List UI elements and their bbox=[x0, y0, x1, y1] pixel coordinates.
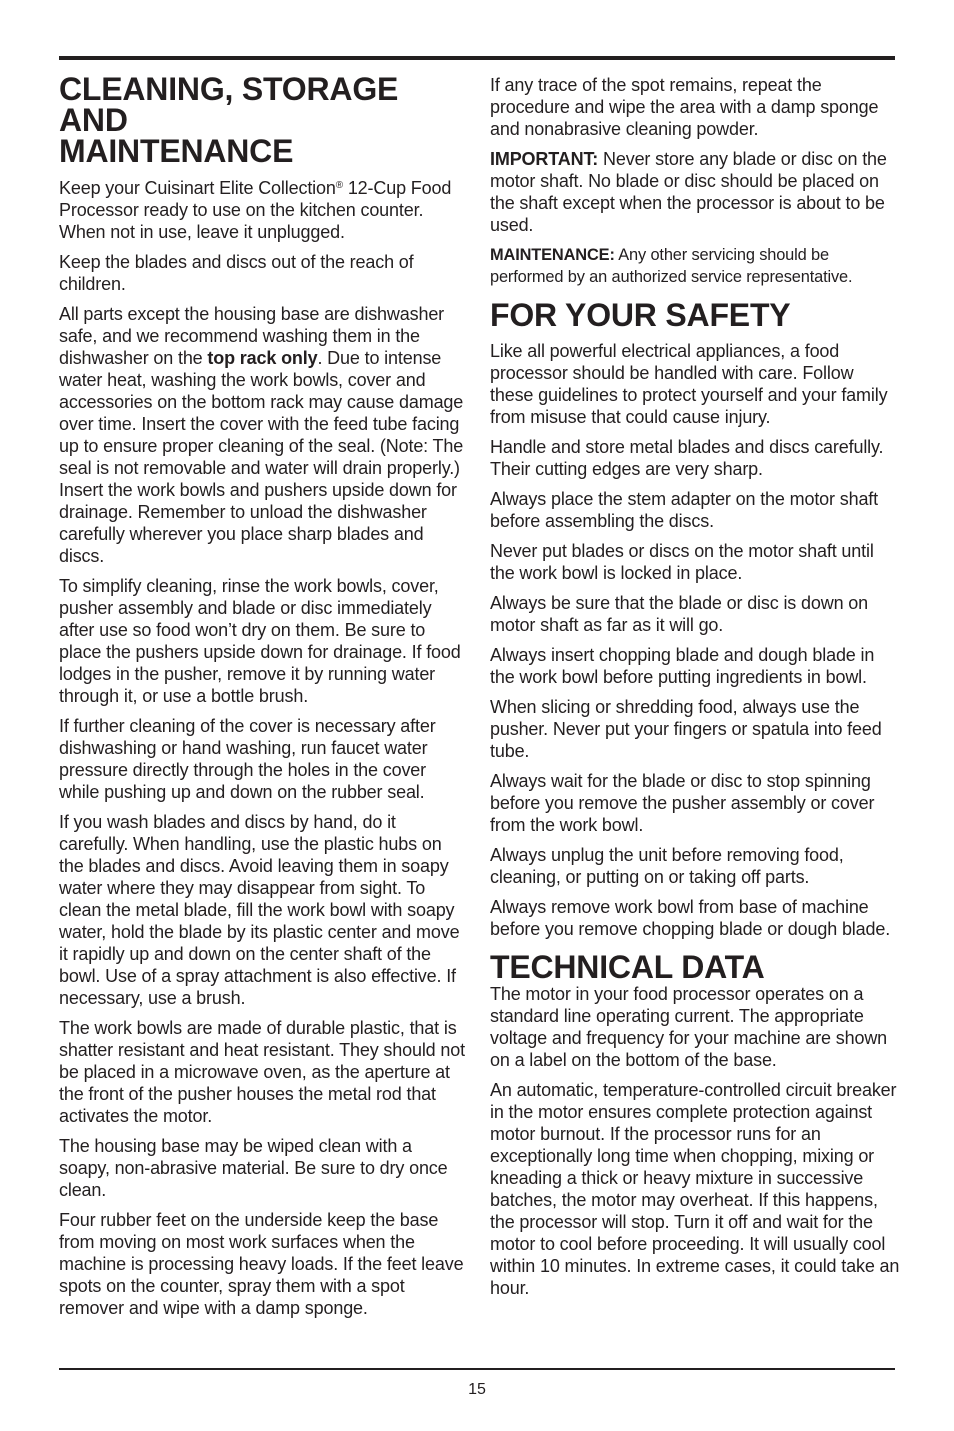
safety-heading: FOR YOUR SAFETY bbox=[490, 297, 791, 333]
safety-item: Always insert chopping blade and dough blade in the work bowl before putting ingredients in bowl. bbox=[490, 645, 875, 687]
important-label: IMPORTANT: bbox=[490, 149, 599, 169]
safety-item: Always place the stem adapter on the motor shaft before assembling the discs. bbox=[490, 489, 879, 531]
maintenance-paragraph bbox=[490, 244, 900, 288]
p1-text-b: 12-Cup Food Processor ready to use on the kitchen counter. When not in use, leave it unplugged. bbox=[59, 178, 452, 242]
cleaning-heading-line1: CLEANING, STORAGE AND bbox=[59, 71, 399, 138]
important-text: Never store any blade or disc on the motor shaft. No blade or disc should be placed on the shaft except when the processor is about to be used. bbox=[490, 149, 887, 235]
safety-item: Always remove work bowl from base of machine before you remove chopping blade or dough blade. bbox=[490, 897, 891, 939]
safety-item: Always unplug the unit before removing food, cleaning, or putting on or taking off parts. bbox=[490, 845, 844, 887]
bottom-rule bbox=[59, 1368, 895, 1370]
cleaning-paragraph-2: Keep the blades and discs out of the reach of children. bbox=[59, 252, 414, 294]
right-column bbox=[490, 74, 900, 1307]
p3-text-a: All parts except the housing base are dishwasher safe, and we recommend washing them in the dishwasher on the bbox=[59, 304, 445, 368]
top-rack-only-emphasis: top rack only bbox=[207, 348, 318, 368]
safety-item: Handle and store metal blades and discs carefully. Their cutting edges are very sharp. bbox=[490, 437, 884, 479]
page-number: 15 bbox=[468, 1381, 486, 1398]
safety-item: Never put blades or discs on the motor shaft until the work bowl is locked in place. bbox=[490, 541, 874, 583]
top-rule bbox=[59, 56, 895, 60]
p3-text-b: . Due to intense water heat, washing the work bowls, cover and accessories on the bottom rack may cause damage over time. Insert the cover with the feed tube facing up to ensure proper cleaning of the seal. (Note: The seal is not removable and water will drain properly.) Insert the work bowls and pushers upside down for drainage. Remember to unload the dishwasher carefully wherever you place sharp blades and discs. bbox=[59, 348, 464, 566]
cleaning-paragraph-7: The work bowls are made of durable plastic, that is shatter resistant and heat resistant. They should not be placed in a microwave oven, as the aperture at the front of the pusher houses the metal rod that activates the motor. bbox=[59, 1018, 465, 1126]
safety-item: Like all powerful electrical appliances, a food processor should be handled with care. Follow these guidelines to protect yourself and your family from misuse that could cause injury. bbox=[490, 341, 888, 427]
maintenance-text: Any other servicing should be performed by an authorized service representative. bbox=[490, 246, 853, 286]
cleaning-heading bbox=[59, 71, 467, 169]
maintenance-label: MAINTENANCE: bbox=[490, 246, 615, 264]
safety-item: Always be sure that the blade or disc is down on motor shaft as far as it will go. bbox=[490, 593, 869, 635]
technical-paragraph-2: An automatic, temperature-controlled circuit breaker in the motor ensures complete protection against motor burnout. If the processor runs for an exceptionally long time when chopping, mixing or kneading a thick or heavy mixture in successive batches, the motor may overheat. If this happens, the processor will stop. Turn it off and wait for the motor to cool before proceeding. It will usually cool within 10 minutes. In extreme cases, it could take an hour. bbox=[490, 1080, 900, 1298]
technical-paragraph-1: The motor in your food processor operates on a standard line operating current. The appropriate voltage and frequency for your machine are shown on a label on the bottom of the base. bbox=[490, 984, 888, 1070]
safety-item: When slicing or shredding food, always use the pusher. Never put your fingers or spatula into feed tube. bbox=[490, 697, 882, 761]
p1-text-a: Keep your Cuisinart Elite Collection bbox=[59, 178, 336, 198]
cleaning-heading-line2: MAINTENANCE bbox=[59, 133, 294, 169]
cleaning-paragraph-5: If further cleaning of the cover is necessary after dishwashing or hand washing, run faucet water pressure directly through the holes in the cover while pushing up and down on the rubber seal. bbox=[59, 716, 436, 802]
technical-heading: TECHNICAL DATA bbox=[490, 949, 765, 985]
cleaning-paragraph-8: The housing base may be wiped clean with a soapy, non-abrasive material. Be sure to dry once clean. bbox=[59, 1136, 448, 1200]
cleaning-paragraph-6: If you wash blades and discs by hand, do it carefully. When handling, use the plastic hubs on the blades and discs. Avoid leaving them in soapy water where they may disappear from sight. To clean the metal blade, fill the work bowl with soapy water, hold the blade by its plastic center and move it rapidly up and down on the center shaft of the bowl. Use of a spray attachment is also effective. If necessary, use a brush. bbox=[59, 812, 460, 1008]
important-paragraph bbox=[490, 148, 900, 236]
cleaning-paragraph-1 bbox=[59, 177, 467, 243]
left-column bbox=[59, 71, 467, 1327]
cleaning-paragraph-9: Four rubber feet on the underside keep the base from moving on most work surfaces when the machine is processing heavy loads. If the feet leave spots on the counter, spray them with a spot remover and wipe with a damp sponge. bbox=[59, 1210, 464, 1318]
safety-item: Always wait for the blade or disc to stop spinning before you remove the pusher assembly or cover from the work bowl. bbox=[490, 771, 875, 835]
cleaning-paragraph-4: To simplify cleaning, rinse the work bowls, cover, pusher assembly and blade or disc immediately after use so food won’t dry on them. Be sure to place the pushers upside down for drainage. If food lodges in the pusher, remove it by running water through it, or use a bottle brush. bbox=[59, 576, 461, 706]
spot-remains-paragraph: If any trace of the spot remains, repeat the procedure and wipe the area with a damp sponge and nonabrasive cleaning powder. bbox=[490, 75, 879, 139]
cleaning-paragraph-3 bbox=[59, 303, 467, 567]
registered-mark: ® bbox=[335, 180, 343, 191]
